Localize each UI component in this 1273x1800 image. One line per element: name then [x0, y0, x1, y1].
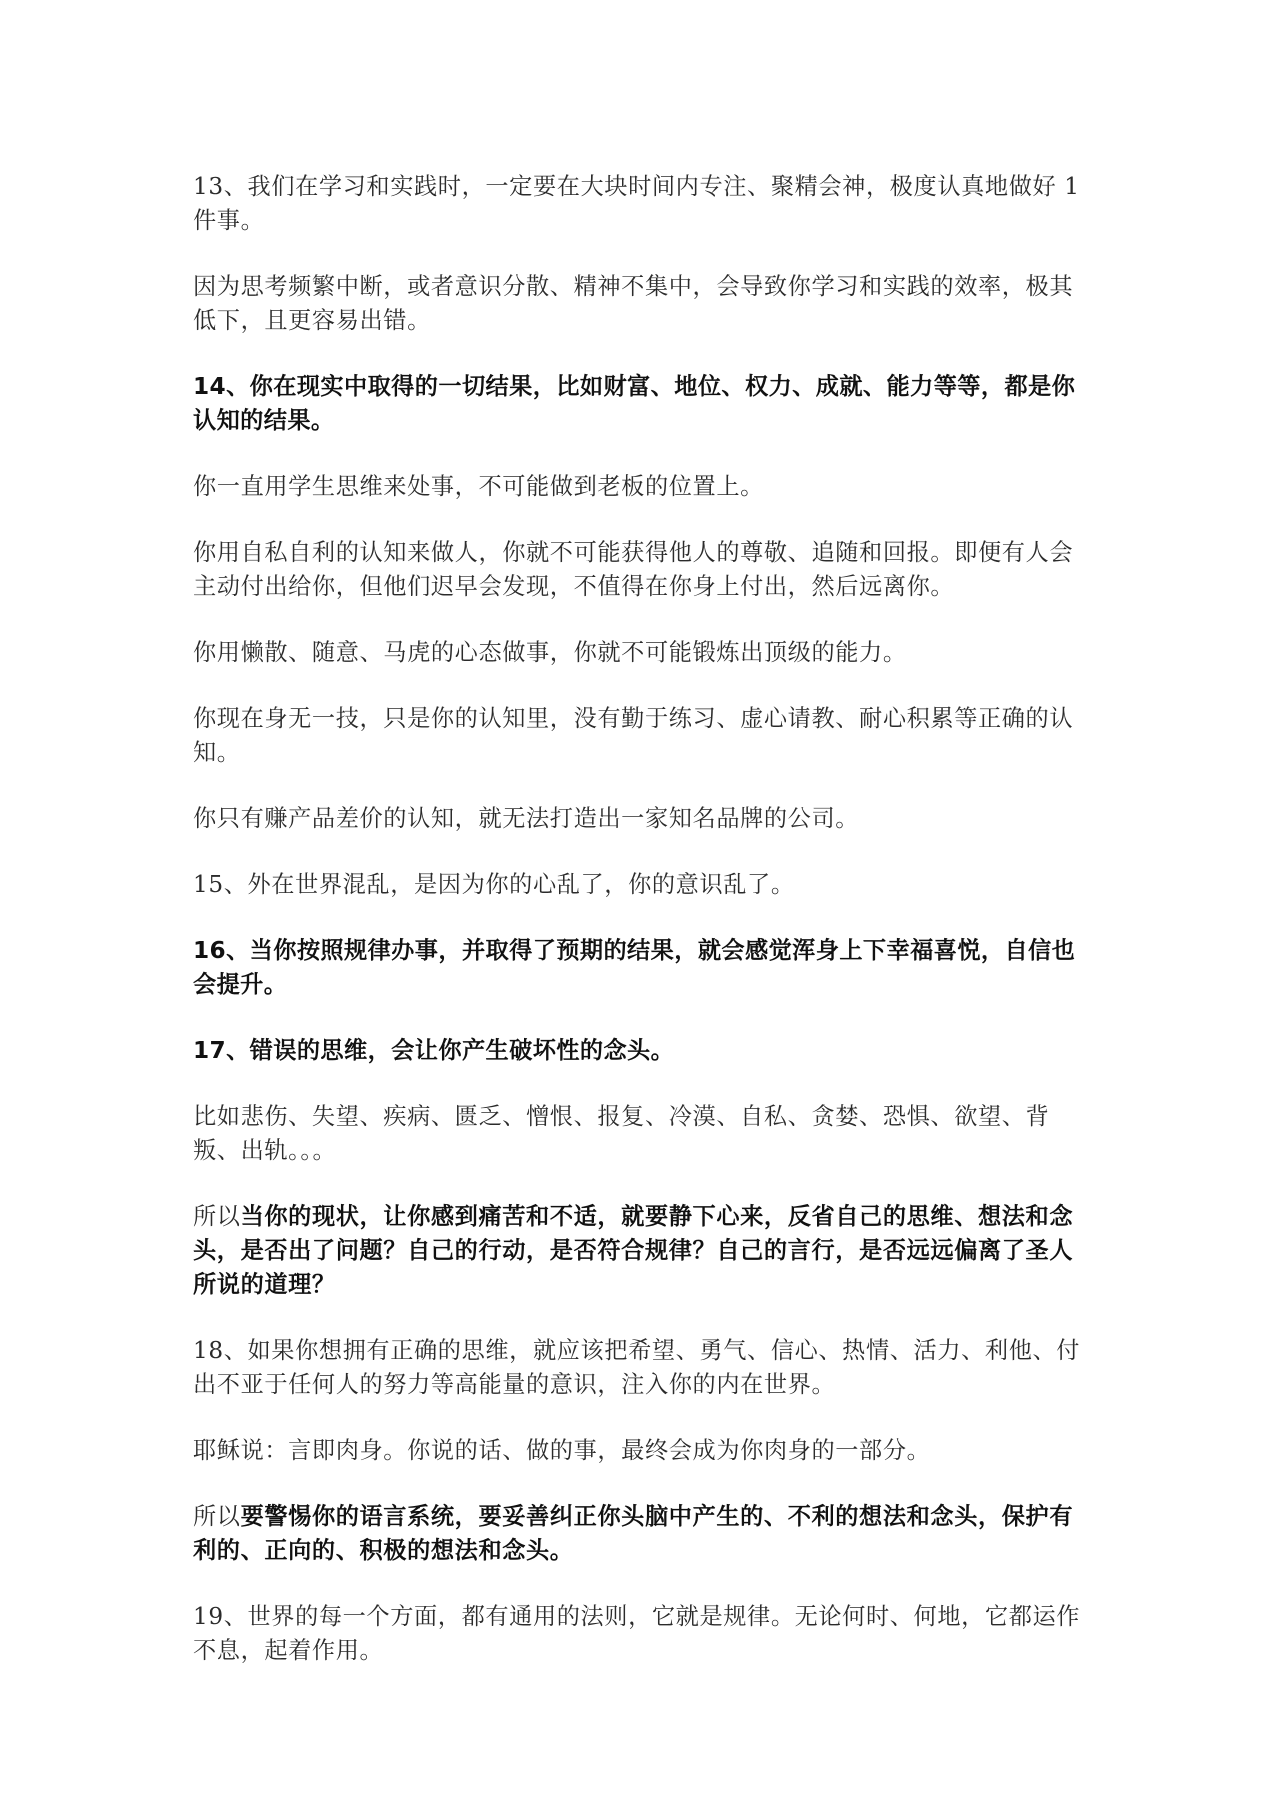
paragraph-17-conclusion-body: 当你的现状，让你感到痛苦和不适，就要静下心来，反省自己的思维、想法和念头，是否出了问题？自己的行动，是否符合规律？自己的言行，是否远远偏离了圣人所说的道理？ [193, 1203, 1074, 1298]
paragraph-14: 14、你在现实中取得的一切结果，比如财富、地位、权力、成就、能力等等，都是你认知的结果。 [193, 373, 1076, 434]
paragraph-14-detail-5: 你只有赚产品差价的认知，就无法打造出一家知名品牌的公司。 [193, 805, 860, 832]
paragraph-13-detail: 因为思考频繁中断，或者意识分散、精神不集中，会导致你学习和实践的效率，极其低下，且更容易出错。 [193, 273, 1074, 334]
paragraph-18: 18、如果你想拥有正确的思维，就应该把希望、勇气、信心、热情、活力、利他、付出不亚于任何人的努力等高能量的意识，注入你的内在世界。 [193, 1337, 1081, 1398]
document-body [193, 170, 1081, 1700]
paragraph-15: 15、外在世界混乱，是因为你的心乱了，你的意识乱了。 [193, 871, 795, 898]
paragraph-17-conclusion [193, 1200, 1081, 1302]
paragraph-14-detail-2: 你用自私自利的认知来做人，你就不可能获得他人的尊敬、追随和回报。即便有人会主动付出给你，但他们迟早会发现，不值得在你身上付出，然后远离你。 [193, 539, 1074, 600]
paragraph-18-quote: 耶稣说：言即肉身。你说的话、做的事，最终会成为你肉身的一部分。 [193, 1437, 931, 1464]
paragraph-14-detail-1: 你一直用学生思维来处事，不可能做到老板的位置上。 [193, 473, 764, 500]
paragraph-19: 19、世界的每一个方面，都有通用的法则，它就是规律。无论何时、何地，它都运作不息，起着作用。 [193, 1603, 1081, 1664]
paragraph-18-conclusion [193, 1500, 1081, 1568]
paragraph-13: 13、我们在学习和实践时，一定要在大块时间内专注、聚精会神，极度认真地做好 1 件事。 [193, 173, 1080, 234]
paragraph-14-detail-4: 你现在身无一技，只是你的认知里，没有勤于练习、虚心请教、耐心积累等正确的认知。 [193, 705, 1074, 766]
paragraph-18-conclusion-lead: 所以 [193, 1503, 241, 1530]
paragraph-17: 17、错误的思维，会让你产生破坏性的念头。 [193, 1037, 675, 1064]
paragraph-16: 16、当你按照规律办事，并取得了预期的结果，就会感觉浑身上下幸福喜悦，自信也会提升。 [193, 937, 1076, 998]
paragraph-18-conclusion-body: 要警惕你的语言系统，要妥善纠正你头脑中产生的、不利的想法和念头，保护有利的、正向的、积极的想法和念头。 [193, 1503, 1074, 1564]
paragraph-17-detail: 比如悲伤、失望、疾病、匮乏、憎恨、报复、冷漠、自私、贪婪、恐惧、欲望、背叛、出轨。。。 [193, 1103, 1050, 1164]
paragraph-14-detail-3: 你用懒散、随意、马虎的心态做事，你就不可能锻炼出顶级的能力。 [193, 639, 907, 666]
paragraph-17-conclusion-lead: 所以 [193, 1203, 241, 1230]
